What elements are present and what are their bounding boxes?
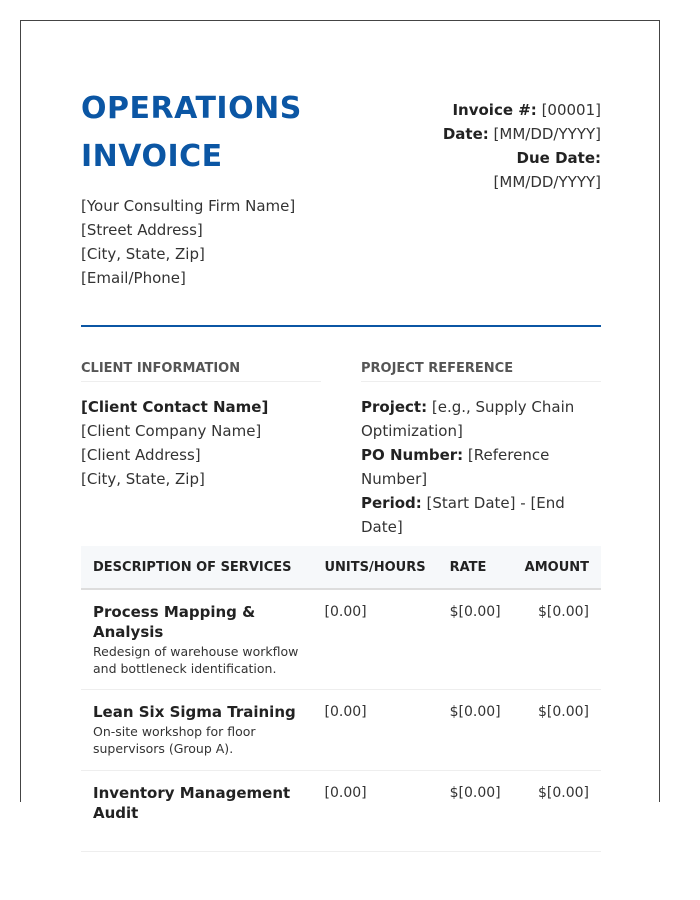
due-date-value-row (361, 170, 601, 194)
firm-city: [City, State, Zip] (81, 245, 205, 263)
project-row (361, 395, 606, 443)
invoice-meta (361, 98, 601, 194)
invoice-number-value: [00001] (541, 101, 601, 119)
po-row (361, 443, 606, 491)
table-row (81, 589, 601, 690)
due-date-label: Due Date: (516, 149, 601, 167)
period-row (361, 491, 606, 539)
service-description: On-site workshop for floor supervisors (Group A). (93, 724, 256, 756)
service-description: Redesign of warehouse workflow and bottleneck identification. (93, 644, 299, 676)
column-header-units: UNITS/HOURS (313, 546, 438, 589)
rate-cell: $[0.00] (438, 690, 513, 771)
po-label: PO Number: (361, 446, 464, 464)
header-divider (81, 325, 601, 327)
units-cell: [0.00] (313, 589, 438, 690)
amount-cell: $[0.00] (513, 690, 601, 771)
service-name: Inventory Management Audit (93, 784, 291, 822)
project-value: [e.g., Supply Chain Optimization] (361, 398, 575, 440)
services-table (81, 546, 601, 852)
client-city: [City, State, Zip] (81, 470, 205, 488)
service-cell (81, 771, 313, 852)
column-header-rate: RATE (438, 546, 513, 589)
invoice-number-row (361, 98, 601, 122)
invoice-title (81, 85, 381, 181)
rate-cell: $[0.00] (438, 771, 513, 852)
amount-cell: $[0.00] (513, 589, 601, 690)
client-company: [Client Company Name] (81, 422, 262, 440)
table-row (81, 690, 601, 771)
column-header-description: DESCRIPTION OF SERVICES (81, 546, 313, 589)
column-header-amount: AMOUNT (513, 546, 601, 589)
po-value: [Reference Number] (361, 446, 550, 488)
due-date-row (361, 146, 601, 170)
service-cell (81, 690, 313, 771)
project-info (361, 395, 606, 539)
table-row (81, 771, 601, 852)
period-value: [Start Date] - [End Date] (361, 494, 565, 536)
firm-name: [Your Consulting Firm Name] (81, 197, 296, 215)
invoice-page (20, 20, 660, 822)
firm-contact: [Email/Phone] (81, 269, 186, 287)
due-date-value: [MM/DD/YYYY] (493, 173, 601, 191)
service-name: Process Mapping & Analysis (93, 603, 256, 641)
units-cell: [0.00] (313, 771, 438, 852)
service-cell (81, 589, 313, 690)
invoice-number-label: Invoice #: (452, 101, 537, 119)
project-label: Project: (361, 398, 428, 416)
invoice-date-row (361, 122, 601, 146)
firm-address (81, 194, 295, 290)
amount-cell: $[0.00] (513, 771, 601, 852)
table-header-row (81, 546, 601, 589)
rate-cell: $[0.00] (438, 589, 513, 690)
client-info-heading: CLIENT INFORMATION (81, 359, 321, 382)
client-info (81, 395, 321, 491)
project-reference-heading: PROJECT REFERENCE (361, 359, 601, 382)
title-line-1: OPERATIONS (81, 91, 302, 126)
client-address: [Client Address] (81, 446, 201, 464)
client-contact-name: [Client Contact Name] (81, 398, 269, 416)
title-line-2: INVOICE (81, 139, 223, 174)
period-label: Period: (361, 494, 422, 512)
invoice-date-label: Date: (442, 125, 489, 143)
firm-street: [Street Address] (81, 221, 203, 239)
service-name: Lean Six Sigma Training (93, 703, 296, 721)
invoice-date-value: [MM/DD/YYYY] (493, 125, 601, 143)
units-cell: [0.00] (313, 690, 438, 771)
